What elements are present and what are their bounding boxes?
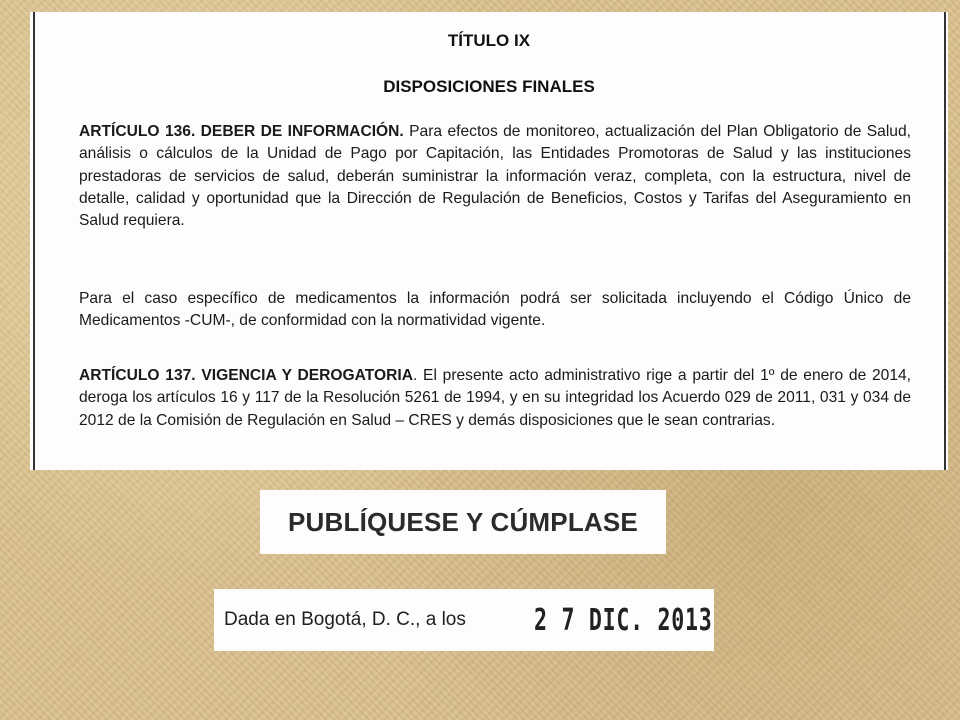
date-stamp: 2 7 DIC. 2013 (534, 603, 713, 638)
document-scan (30, 12, 948, 470)
article-137-body: . El presente acto administrativo rige a partir del 1º de enero de 2014, deroga los artículos 16 y 117 de la Resolución 5261 de 1994, y en su integridad los Acuerdo 029 de 2011, 031 y 034 de 2012 de la Comisión de Regulación en Salud – CRES y demás disposiciones que le sean contrarias. (79, 367, 911, 429)
publiquese-text: PUBLÍQUESE Y CÚMPLASE (288, 506, 638, 537)
article-136-paragraph-2: Para el caso específico de medicamentos la información podrá ser solicitada incluyendo el Código Único de Medicamentos -CUM-, de conformidad con la normatividad vigente. (79, 290, 911, 330)
section-title: DISPOSICIONES FINALES (383, 77, 595, 96)
article-137-heading: ARTÍCULO 137. VIGENCIA Y DEROGATORIA (79, 367, 413, 384)
dada-text: Dada en Bogotá, D. C., a los (224, 609, 466, 630)
title-ix: TÍTULO IX (447, 31, 531, 50)
article-136 (79, 121, 911, 232)
signature-block (214, 589, 714, 651)
article-137 (79, 365, 911, 432)
article-136-body: Para efectos de monitoreo, actualización del Plan Obligatorio de Salud, análisis o cálculos de la Unidad de Pago por Capitación, las Entidades Promotoras de Salud y las instituciones prestadoras de servicios de salud, deberán suministrar la información veraz, completa, con la estructura, nivel de detalle, calidad y oportunidad que la Dirección de Regulación de Beneficios, Costos y Tarifas del Aseguramiento en Salud requiera. (79, 123, 911, 230)
article-136-heading: ARTÍCULO 136. DEBER DE INFORMACIÓN. (79, 123, 404, 140)
publiquese-stamp (260, 490, 666, 554)
